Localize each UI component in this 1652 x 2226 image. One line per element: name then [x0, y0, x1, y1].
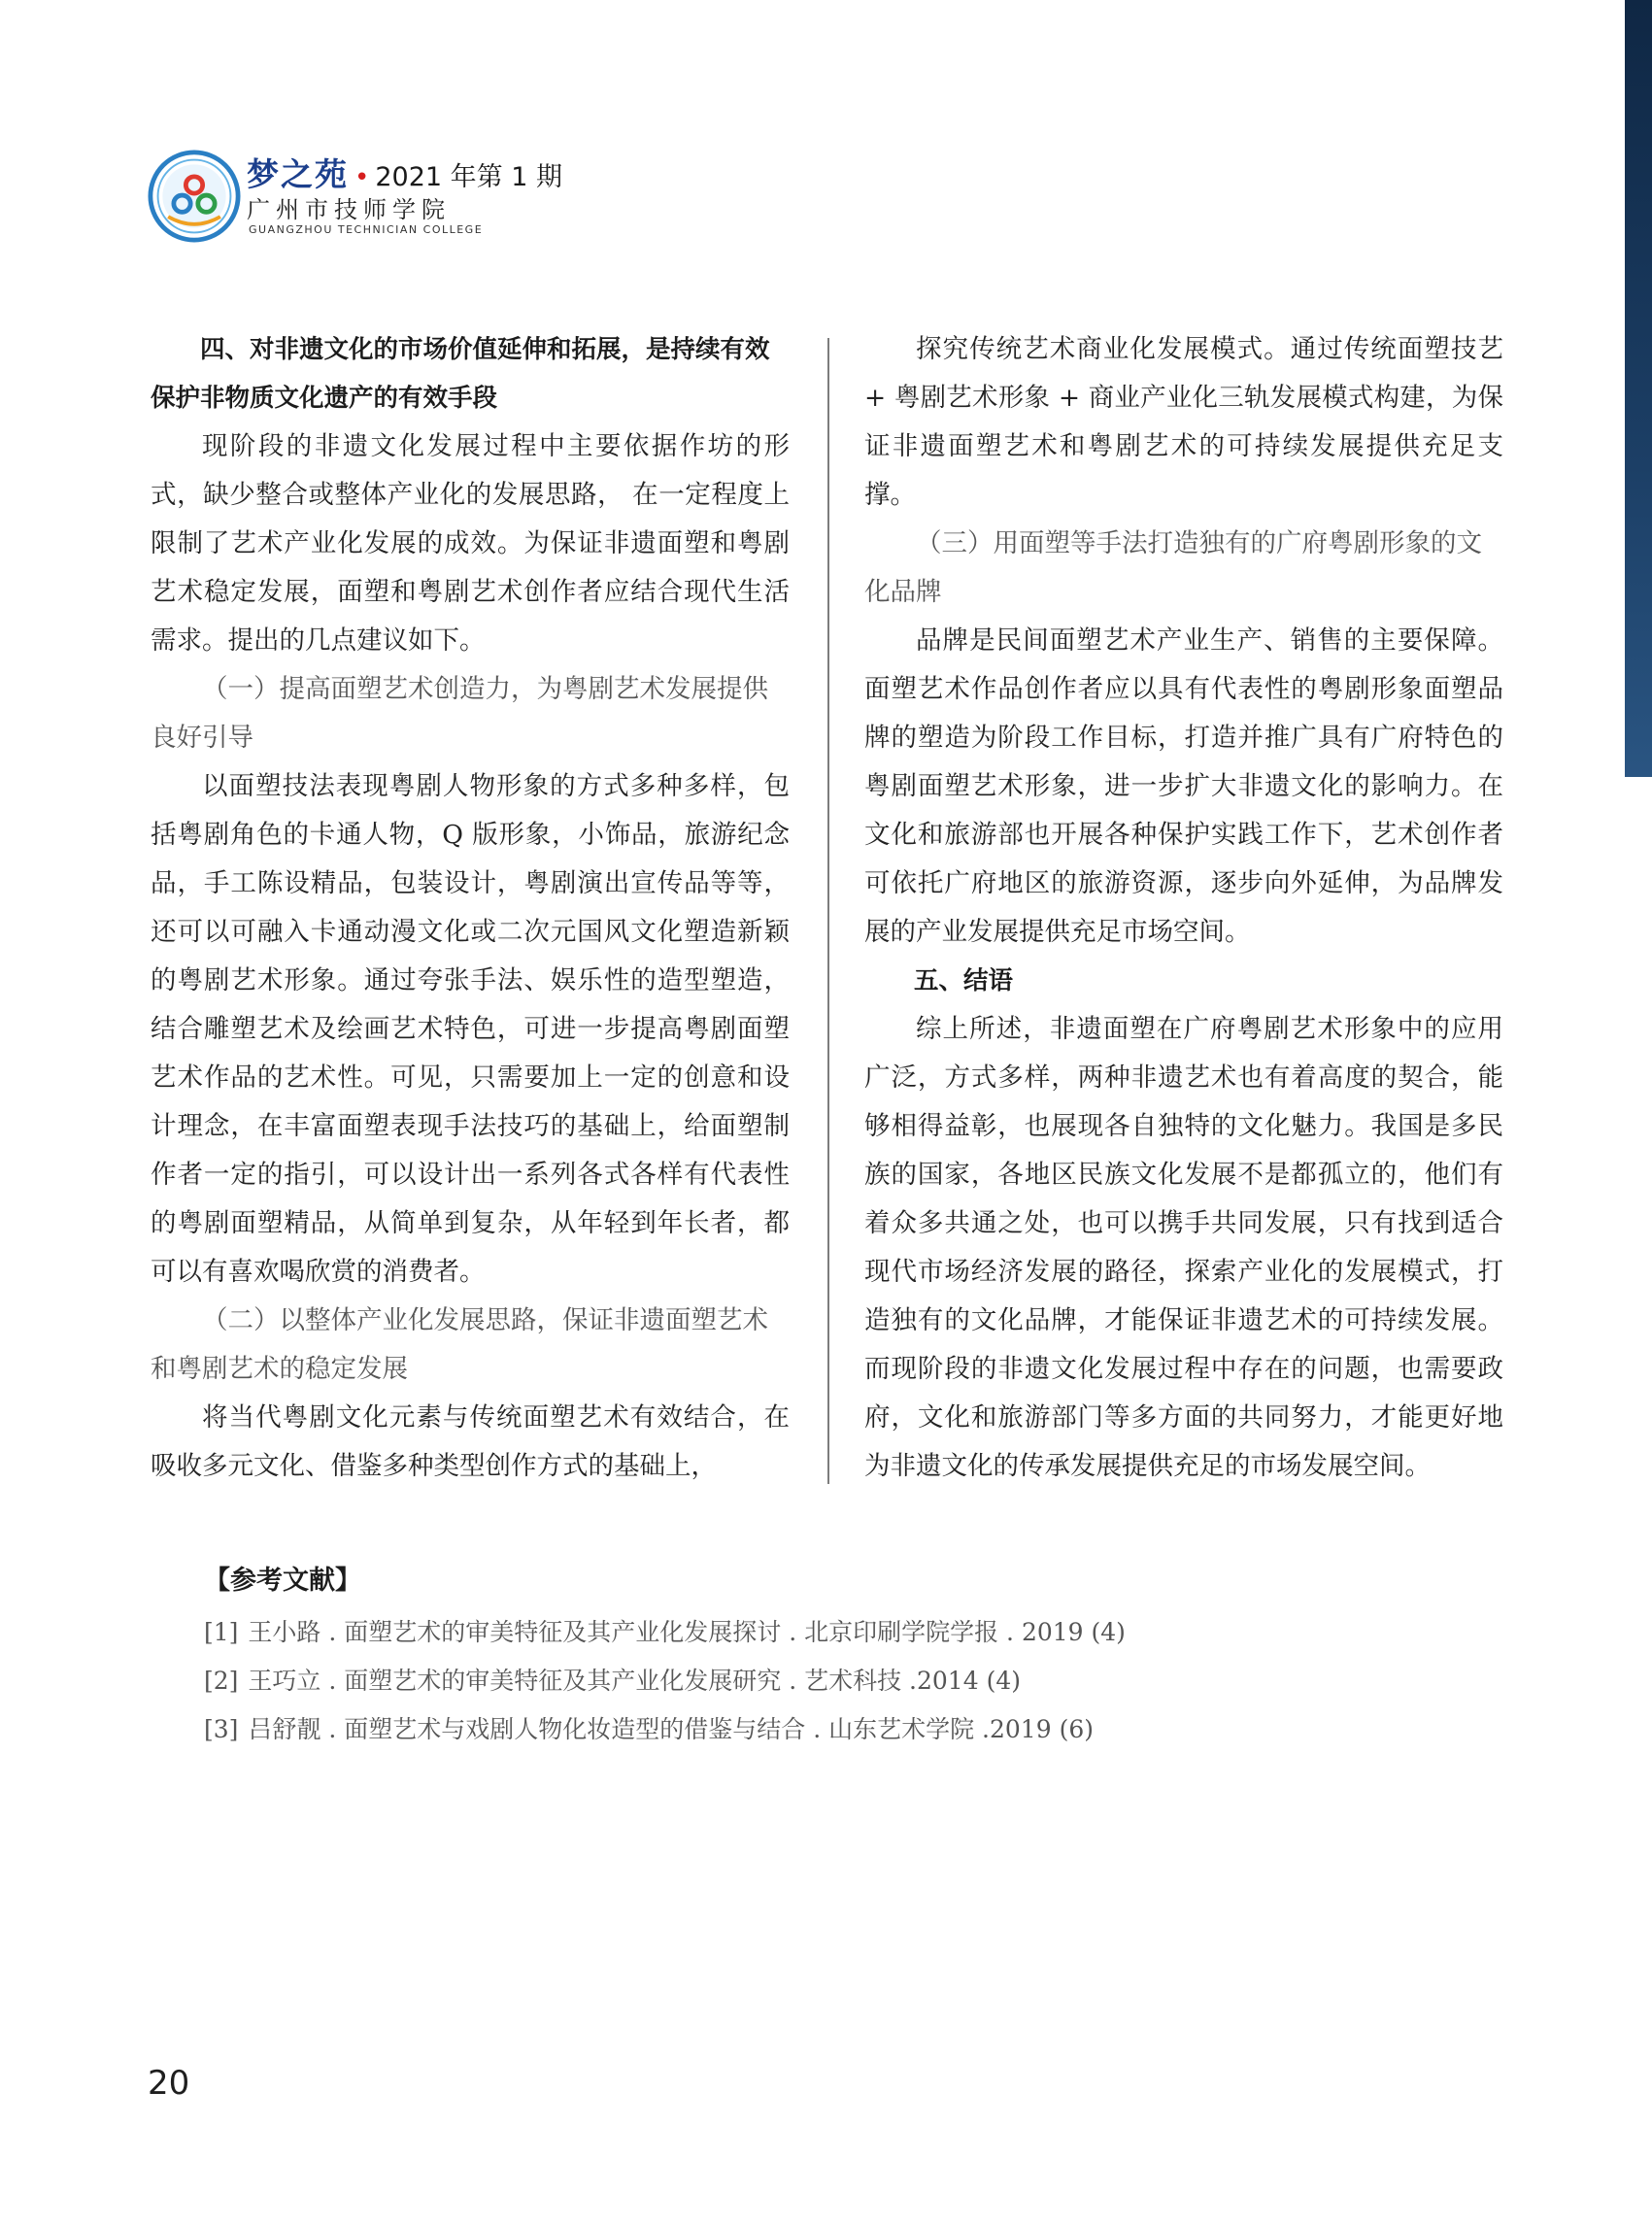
reference-number: [3]	[204, 1715, 239, 1743]
references-title: 【参考文献】	[204, 1566, 361, 1596]
reference-item	[204, 1657, 1467, 1705]
paragraph: 以面塑技法表现粤剧人物形象的方式多种多样，包括粤剧角色的卡通人物，Q 版形象，小饰品，旅游纪念品，手工陈设精品，包装设计，粤剧演出宣传品等等，还可以可融入卡通动漫文化或二次元国风文化塑造新颖的粤剧艺术形象。通过夸张手法、娱乐性的造型塑造，结合雕塑艺术及绘画艺术特色，可进一步提高粤剧面塑艺术作品的艺术性。可见，只需要加上一定的创意和设计理念，在丰富面塑表现手法技巧的基础上，给面塑制作者一定的指引，可以设计出一系列各式各样有代表性的粤剧面塑精品，从简单到复杂，从年轻到年长者，都可以有喜欢喝欣赏的消费者。	[151, 771, 790, 1287]
left-column	[151, 325, 790, 1491]
page-header	[148, 144, 730, 251]
right-column	[864, 325, 1503, 1491]
column-divider	[827, 338, 829, 1484]
paragraph: 品牌是民间面塑艺术产业生产、销售的主要保障。面塑艺术作品创作者应以具有代表性的粤剧形象面塑品牌的塑造为阶段工作目标，打造并推广具有广府特色的粤剧面塑艺术形象，进一步扩大非遗文化的影响力。在文化和旅游部也开展各种保护实践工作下，艺术创作者可依托广府地区的旅游资源，逐步向外延伸，为品牌发展的产业发展提供充足市场空间。	[864, 625, 1503, 947]
page-edge-bar	[1625, 0, 1652, 777]
subheading-1: （一）提高面塑艺术创造力，为粤剧艺术发展提供良好引导	[151, 674, 768, 753]
paragraph: 现阶段的非遗文化发展过程中主要依据作坊的形式，缺少整合或整体产业化的发展思路， 在一定程度上限制了艺术产业化发展的成效。为保证非遗面塑和粤剧艺术稳定发展，面塑和粤剧艺术创作者应结合现代生活需求。提出的几点建议如下。	[151, 431, 790, 656]
reference-number: [1]	[204, 1618, 239, 1646]
journal-name: 梦之苑	[247, 155, 349, 193]
references	[204, 1559, 1467, 1754]
college-name-cn: 广州市技师学院	[247, 196, 451, 223]
separator-dot-icon: •	[354, 163, 370, 192]
subheading-3: （三）用面塑等手法打造独有的广府粤剧形象的文化品牌	[864, 528, 1482, 607]
issue-label: 2021 年第 1 期	[375, 162, 562, 192]
college-name-en: GUANGZHOU TECHNICIAN COLLEGE	[249, 223, 484, 236]
masthead	[247, 150, 562, 195]
paragraph: 探究传统艺术商业化发展模式。通过传统面塑技艺 + 粤剧艺术形象 + 商业产业化三轨发展模式构建，为保证非遗面塑艺术和粤剧艺术的可持续发展提供充足支撑。	[864, 334, 1503, 510]
section-heading-4: 四、对非遗文化的市场价值延伸和拓展，是持续有效保护非物质文化遗产的有效手段	[151, 335, 770, 413]
paragraph: 将当代粤剧文化元素与传统面塑艺术有效结合，在吸收多元文化、借鉴多种类型创作方式的基础上，	[151, 1402, 790, 1481]
reference-text: 王小路 . 面塑艺术的审美特征及其产业化发展探讨 . 北京印刷学院学报 . 2019 (4)	[248, 1618, 1126, 1646]
reference-item	[204, 1705, 1467, 1754]
subheading-2: （二）以整体产业化发展思路，保证非遗面塑艺术和粤剧艺术的稳定发展	[151, 1305, 768, 1384]
college-logo-icon	[148, 150, 241, 243]
paragraph: 综上所述，非遗面塑在广府粤剧艺术形象中的应用广泛，方式多样，两种非遗艺术也有着高度的契合，能够相得益彰，也展现各自独特的文化魅力。我国是多民族的国家，各地区民族文化发展不是都孤立的，他们有着众多共通之处，也可以携手共同发展，只有找到适合现代市场经济发展的路径，探索产业化的发展模式，打造独有的文化品牌，才能保证非遗艺术的可持续发展。而现阶段的非遗文化发展过程中存在的问题，也需要政府，文化和旅游部门等多方面的共同努力，才能更好地为非遗文化的传承发展提供充足的市场发展空间。	[864, 1014, 1503, 1481]
reference-text: 吕舒靓 . 面塑艺术与戏剧人物化妆造型的借鉴与结合 . 山东艺术学院 .2019 (6)	[248, 1715, 1094, 1743]
reference-number: [2]	[204, 1667, 239, 1695]
reference-text: 王巧立 . 面塑艺术的审美特征及其产业化发展研究 . 艺术科技 .2014 (4)	[248, 1667, 1021, 1695]
section-heading-5: 五、结语	[914, 966, 1014, 995]
reference-item	[204, 1608, 1467, 1657]
page-number: 20	[148, 2064, 190, 2103]
